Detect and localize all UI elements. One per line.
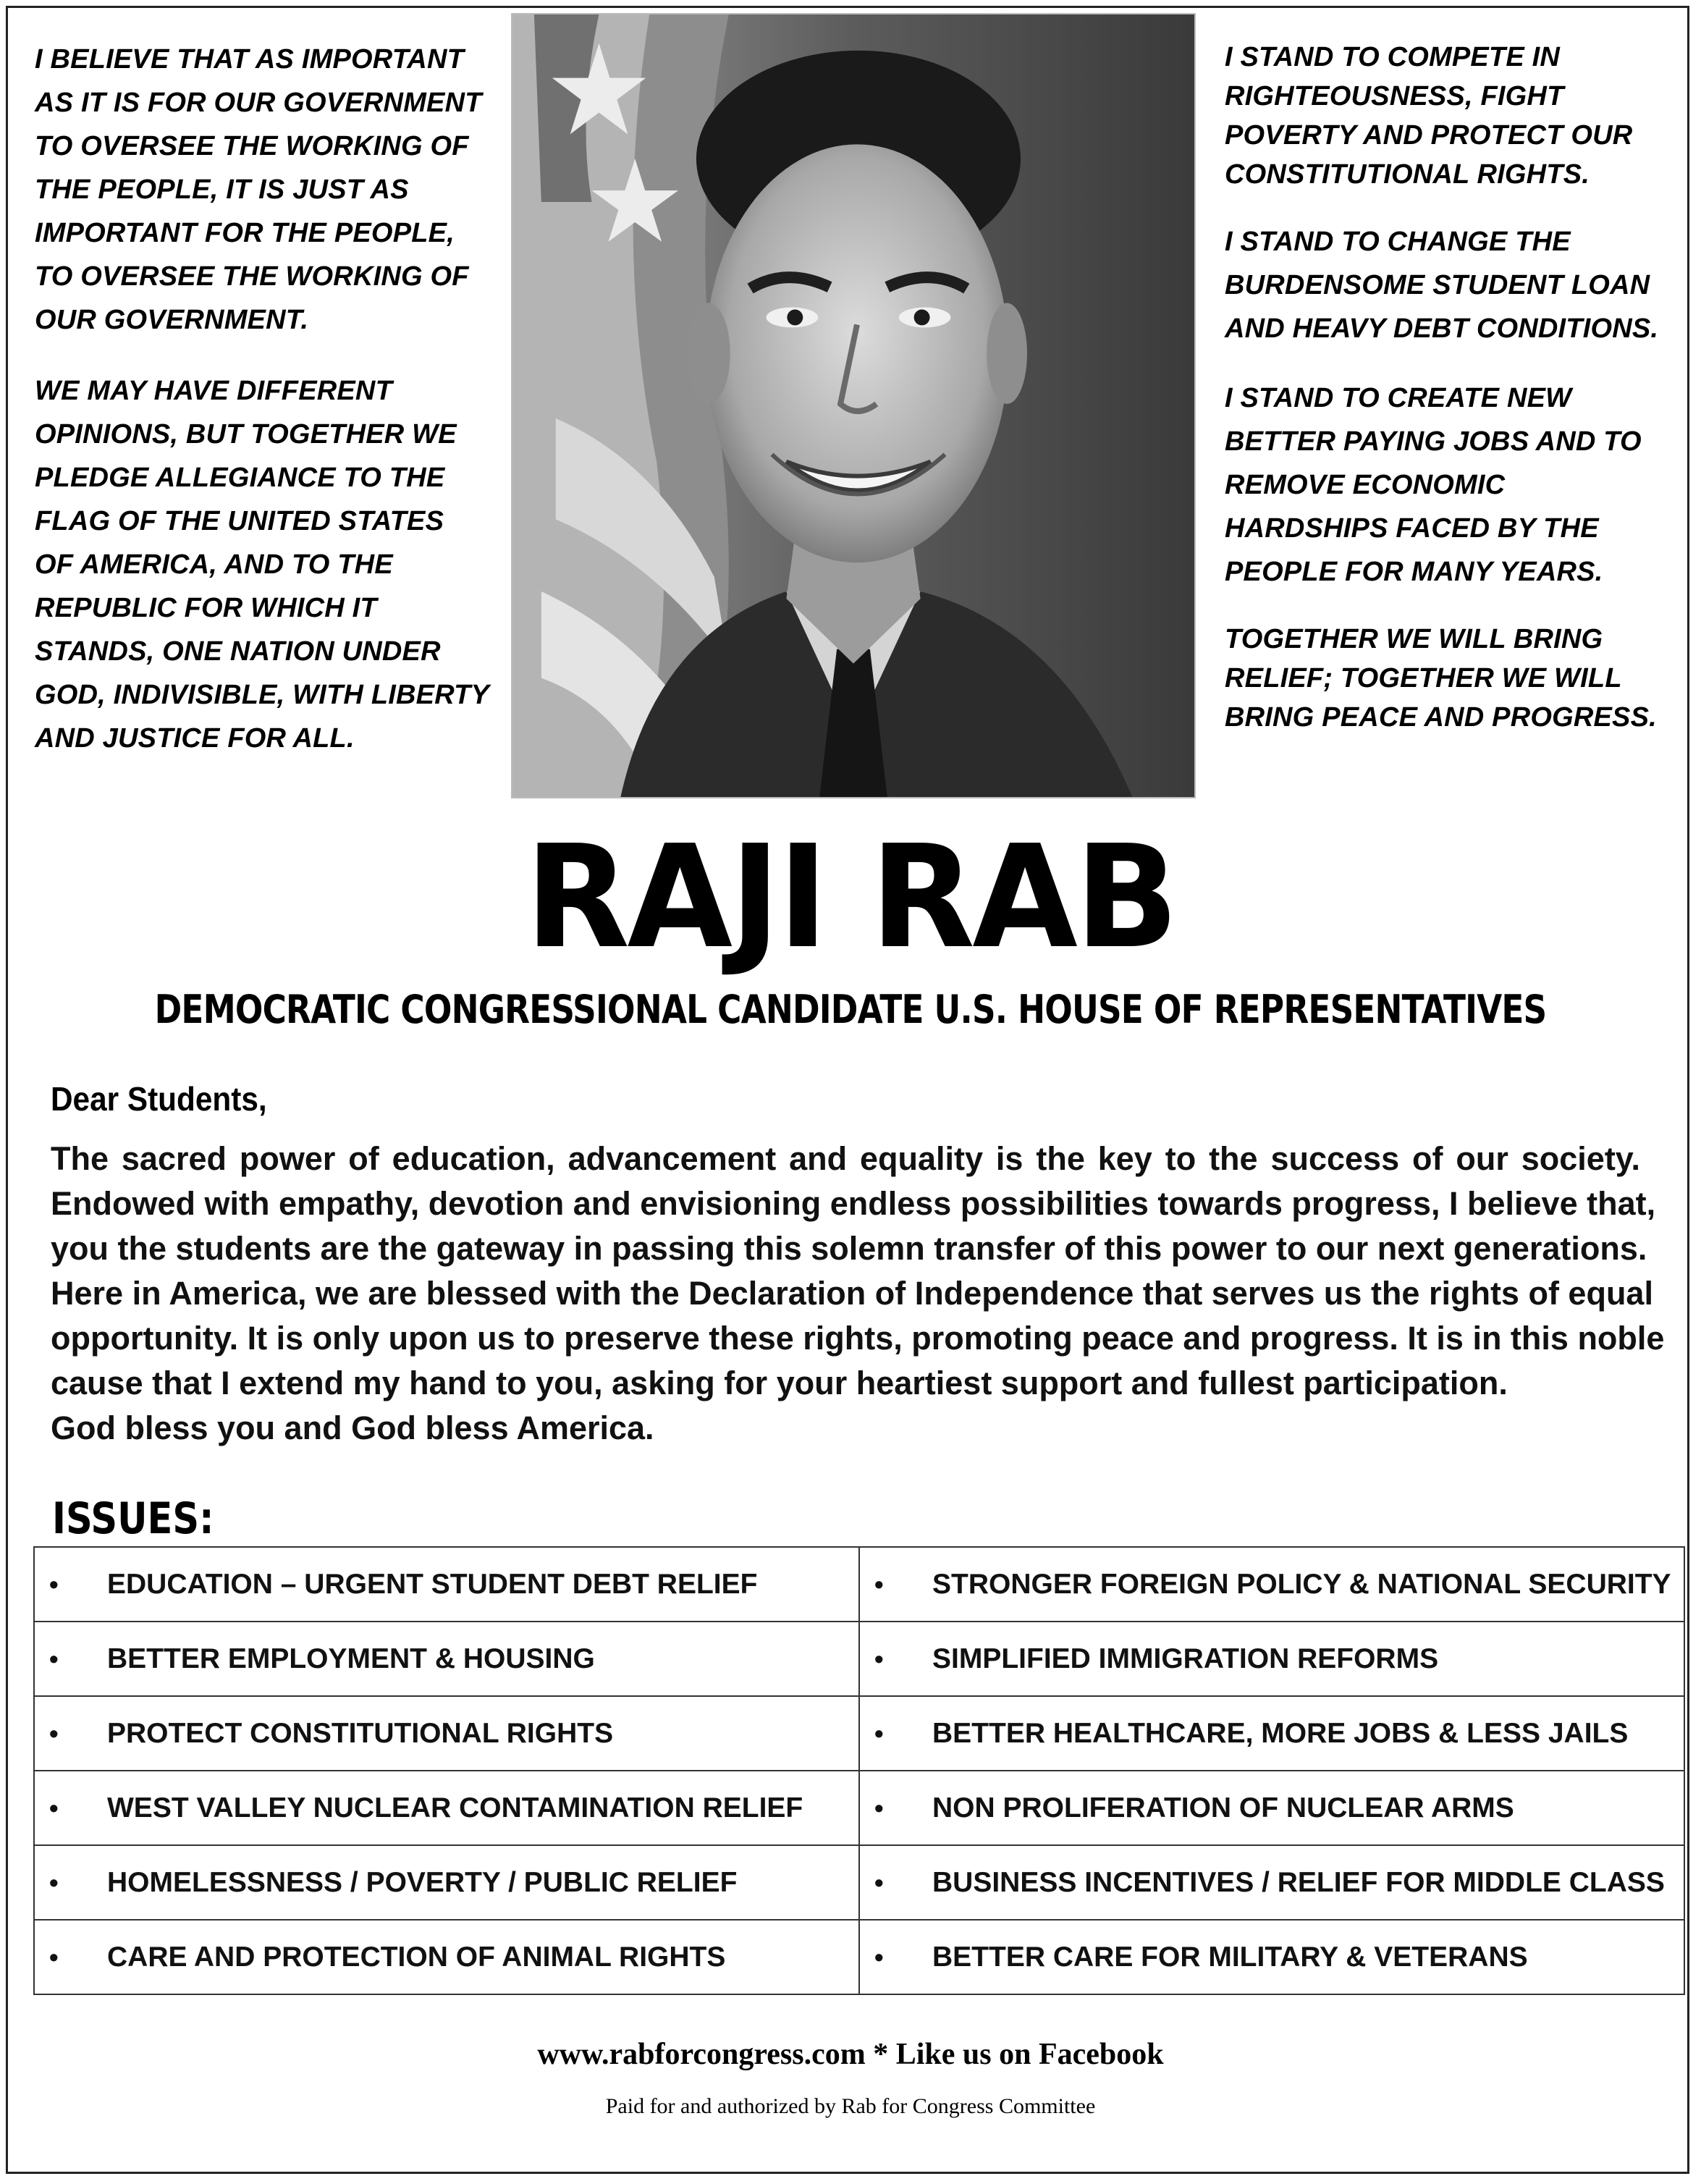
letter-line: Endowed with empathy, devotion and envisioning endless possibilities towards progress, I believe that, [51, 1185, 1656, 1222]
issue-cell [859, 1622, 1684, 1696]
table-row [34, 1622, 1684, 1696]
text-line: CONSTITUTIONAL RIGHTS. [1225, 159, 1590, 190]
candidate-title: DEMOCRATIC CONGRESSIONAL CANDIDATE U.S. HOUSE OF REPRESENTATIVES [154, 987, 1547, 1032]
left-statement-column [35, 38, 498, 788]
text-line: OUR GOVERNMENT. [35, 305, 309, 335]
candidate-name: RAJI RAB [525, 815, 1176, 980]
issue-cell [34, 1771, 859, 1845]
bullet-icon: • [874, 1718, 884, 1748]
table-row [34, 1696, 1684, 1771]
issues-heading: ISSUES: [52, 1493, 214, 1544]
bullet-icon: • [874, 1643, 884, 1674]
letter-salutation: Dear Students, [51, 1080, 267, 1118]
bullet-icon: • [874, 1867, 884, 1897]
text-line: TOGETHER WE WILL BRING [1225, 624, 1603, 654]
issues-table [33, 1546, 1685, 1995]
bullet-icon: • [874, 1792, 884, 1823]
text-line: RIGHTEOUSNESS, FIGHT [1225, 81, 1564, 111]
issue-text: HOMELESSNESS / POVERTY / PUBLIC RELIEF [107, 1866, 738, 1898]
text-line: AND HEAVY DEBT CONDITIONS. [1225, 313, 1659, 344]
issue-text: EDUCATION – URGENT STUDENT DEBT RELIEF [107, 1568, 758, 1600]
letter-line: Here in America, we are blessed with the Declaration of Independence that serves us the rights of equal [51, 1275, 1653, 1312]
text-line: OPINIONS, BUT TOGETHER WE [35, 419, 457, 450]
letter-line: opportunity. It is only upon us to preserve these rights, promoting peace and progress. It is in this noble [51, 1320, 1665, 1357]
text-line: IMPORTANT FOR THE PEOPLE, [35, 218, 455, 248]
issue-text: NON PROLIFERATION OF NUCLEAR ARMS [932, 1792, 1514, 1823]
text-line: POVERTY AND PROTECT OUR [1225, 120, 1633, 151]
text-line: FLAG OF THE UNITED STATES [35, 506, 444, 536]
issue-cell [34, 1547, 859, 1622]
text-line: AS IT IS FOR OUR GOVERNMENT [35, 88, 482, 118]
table-row [34, 1920, 1684, 1994]
text-line: AND JUSTICE FOR ALL. [35, 723, 355, 754]
text-line: REMOVE ECONOMIC [1225, 470, 1506, 500]
issue-text: STRONGER FOREIGN POLICY & NATIONAL SECURITY [932, 1568, 1671, 1600]
issue-cell [859, 1845, 1684, 1920]
text-line: OF AMERICA, AND TO THE [35, 549, 393, 580]
left-paragraph-1 [35, 38, 498, 342]
issue-text: BETTER EMPLOYMENT & HOUSING [107, 1643, 595, 1674]
paid-for-disclaimer: Paid for and authorized by Rab for Congress Committee [605, 2094, 1096, 2118]
issue-cell [34, 1622, 859, 1696]
text-line: THE PEOPLE, IT IS JUST AS [35, 174, 409, 205]
letter-line: The sacred power of education, advancement and equality is the key to the success of our society. [51, 1140, 1640, 1177]
letter-line: cause that I extend my hand to you, asking for your heartiest support and fullest participation. [51, 1365, 1508, 1401]
issue-cell [34, 1920, 859, 1994]
bullet-icon: • [49, 1718, 59, 1748]
issue-text: BETTER CARE FOR MILITARY & VETERANS [932, 1941, 1528, 1973]
issue-cell [34, 1845, 859, 1920]
text-line: REPUBLIC FOR WHICH IT [35, 593, 377, 623]
website-facebook-line: www.rabforcongress.com * Like us on Facebook [537, 2038, 1164, 2071]
text-line: WE MAY HAVE DIFFERENT [35, 376, 392, 406]
text-line: I BELIEVE THAT AS IMPORTANT [35, 44, 465, 75]
issue-cell [859, 1920, 1684, 1994]
table-row [34, 1771, 1684, 1845]
issue-text: WEST VALLEY NUCLEAR CONTAMINATION RELIEF [107, 1792, 803, 1823]
table-row [34, 1845, 1684, 1920]
text-line: PLEDGE ALLEGIANCE TO THE [35, 463, 445, 493]
issue-text: SIMPLIFIED IMMIGRATION REFORMS [932, 1643, 1439, 1674]
issue-cell [34, 1696, 859, 1771]
right-paragraph-4 [1225, 620, 1688, 737]
text-line: BETTER PAYING JOBS AND TO [1225, 426, 1642, 457]
text-line: HARDSHIPS FACED BY THE [1225, 513, 1599, 544]
bullet-icon: • [49, 1941, 59, 1972]
table-row [34, 1547, 1684, 1622]
text-line: STANDS, ONE NATION UNDER [35, 636, 441, 667]
text-line: GOD, INDIVISIBLE, WITH LIBERTY [35, 680, 490, 710]
right-paragraph-1 [1225, 38, 1688, 194]
right-paragraph-3 [1225, 376, 1688, 594]
text-line: I STAND TO COMPETE IN [1225, 42, 1561, 72]
text-line: I STAND TO CHANGE THE [1225, 227, 1571, 257]
left-paragraph-2 [35, 369, 498, 760]
right-statement-column [1225, 38, 1688, 763]
bullet-icon: • [49, 1867, 59, 1897]
letter-closing: God bless you and God bless America. [51, 1409, 654, 1446]
text-line: RELIEF; TOGETHER WE WILL [1225, 663, 1622, 693]
letter-body [51, 1137, 1665, 1451]
right-paragraph-2 [1225, 220, 1688, 350]
candidate-portrait-illustration [512, 14, 1194, 797]
issue-text: PROTECT CONSTITUTIONAL RIGHTS [107, 1717, 614, 1749]
issue-text: BUSINESS INCENTIVES / RELIEF FOR MIDDLE CLASS [932, 1866, 1665, 1898]
bullet-icon: • [49, 1643, 59, 1674]
bullet-icon: • [874, 1941, 884, 1972]
text-line: I STAND TO CREATE NEW [1225, 383, 1572, 413]
candidate-photo [511, 13, 1196, 798]
text-line: BRING PEACE AND PROGRESS. [1225, 702, 1657, 733]
text-line: TO OVERSEE THE WORKING OF [35, 131, 469, 161]
bullet-icon: • [49, 1569, 59, 1599]
bullet-icon: • [49, 1792, 59, 1823]
text-line: PEOPLE FOR MANY YEARS. [1225, 557, 1603, 587]
issue-text: CARE AND PROTECTION OF ANIMAL RIGHTS [107, 1941, 726, 1973]
issue-cell [859, 1547, 1684, 1622]
issue-cell [859, 1696, 1684, 1771]
issue-text: BETTER HEALTHCARE, MORE JOBS & LESS JAILS [932, 1717, 1629, 1749]
text-line: TO OVERSEE THE WORKING OF [35, 261, 469, 292]
letter-line: you the students are the gateway in passing this solemn transfer of this power to our next generations. [51, 1230, 1647, 1267]
issue-cell [859, 1771, 1684, 1845]
text-line: BURDENSOME STUDENT LOAN [1225, 270, 1650, 300]
bullet-icon: • [874, 1569, 884, 1599]
